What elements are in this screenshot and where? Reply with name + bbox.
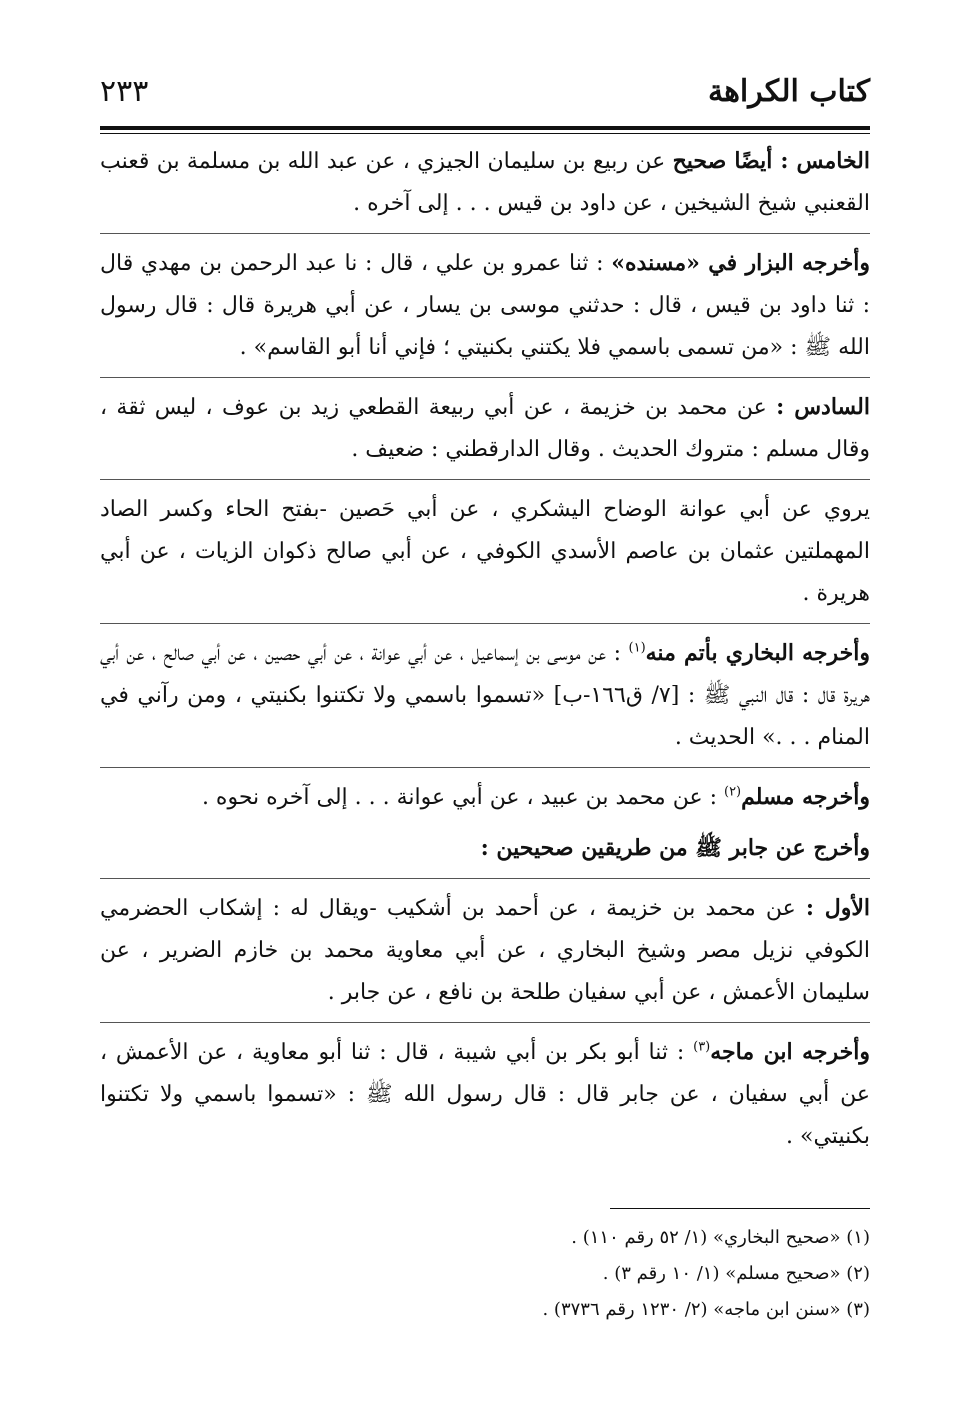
footnote-rule [610,1208,870,1209]
footnote: (٣) «سنن ابن ماجه» (٢/ ١٢٣٠ رقم ٣٧٣٦) . [542,1299,870,1320]
paragraph-lead: وأخرج عن جابر ﷺ من طريقين صحيحين : [480,835,870,861]
paragraph-lead: الخامس : أيضًا صحيح [672,148,870,174]
paragraph-divider [100,377,870,378]
paragraph [100,242,870,369]
running-title: كتاب الكراهة [708,74,870,109]
paragraph-divider [100,878,870,879]
page-number: ٢٣٣ [100,74,149,109]
header-rule-thin [100,133,870,134]
paragraph-text: : عن موسى بن إسماعيل ، عن أبي عوانة ، عن أبي حصين ، عن أبي صالح ، عن أبي هريرة قال : قال النبي ﷺ : [٧/ ق١٦٦-ب] «تسموا باسمي ولا تكتنوا بكنيتي ، ومن رآني في المنام . . .» الحديث . [100,641,870,750]
paragraph [100,827,870,870]
paragraph-divider [100,479,870,480]
paragraph-text: عن محمد بن خزيمة ، عن أحمد بن أشكيب -ويقال له : إشكاب الحضرمي الكوفي نزيل مصر وشيخ البخاري ، عن أبي معاوية محمد بن خازم الضرير ، عن سليمان الأعمش ، عن أبي سفيان طلحة بن نافع ، عن جابر . [100,896,870,1005]
footnote: (٢) «صحيح مسلم» (١/ ١٠ رقم ٣) . [602,1263,870,1284]
footnotes [100,1220,870,1328]
paragraph [100,632,870,759]
paragraph-divider [100,767,870,768]
paragraph-lead: وأخرجه مسلم [741,784,870,810]
paragraph-lead: السادس : [776,394,870,420]
header-rule [100,126,870,130]
paragraph-text: عن محمد بن خزيمة ، عن أبي ربيعة القطعي زيد بن عوف ، ليس ثقة ، وقال مسلم : متروك الحديث . وقال الدارقطني : ضعيف . [100,395,870,462]
book-page [100,60,870,1360]
paragraph-divider [100,1022,870,1023]
page-body [100,140,870,1166]
paragraph [100,887,870,1014]
page-header [100,70,870,116]
paragraph-divider [100,233,870,234]
paragraph-lead: الأول : [805,895,870,921]
paragraph-text: : ثنا أبو بكر بن أبي شيبة ، قال : ثنا أبو معاوية ، عن الأعمش ، عن أبي سفيان ، عن جابر قال : قال رسول الله ﷺ : «تسموا باسمي ولا تكتنوا بكنيتي» . [100,1040,870,1149]
paragraph [100,488,870,615]
paragraph-divider [100,623,870,624]
footnote: (١) «صحيح البخاري» (١/ ٥٢ رقم ١١٠) . [571,1227,870,1248]
paragraph-text: عن ربيع بن سليمان الجيزي ، عن عبد الله بن مسلمة بن قعنب القعنبي شيخ الشيخين ، عن داود بن قيس . . . إلى آخره . [100,149,870,216]
footnote-marker: (٢) [723,784,742,800]
footnote-marker: (١) [628,640,646,656]
paragraph [100,140,870,225]
paragraph [100,1031,870,1158]
paragraph-lead: وأخرجه البزار في «مسنده» [611,250,870,276]
paragraph [100,776,870,819]
paragraph-text: يروي عن أبي عوانة الوضاح اليشكري ، عن أبي حَصين -بفتح الحاء وكسر الصاد المهملتين عثمان بن عاصم الأسدي الكوفي ، عن أبي صالح ذكوان الزيات ، عن أبي هريرة . [100,497,870,606]
footnote-marker: (٣) [693,1039,711,1055]
paragraph-text: : ثنا عمرو بن علي ، قال : نا عبد الرحمن بن مهدي قال : ثنا داود بن قيس ، قال : حدثني موسى بن يسار ، عن أبي هريرة قال : قال رسول الله ﷺ : «من تسمى باسمي فلا يكتني بكنيتي ؛ فإني أنا أبو القاسم» . [100,251,870,360]
paragraph-text: : عن محمد بن عبيد ، عن أبي عوانة . . . إلى آخره نحوه . [201,785,724,810]
paragraph-lead: وأخرجه البخاري بأتم منه [645,640,870,666]
paragraph-lead: وأخرجه ابن ماجه [710,1039,870,1065]
paragraph [100,386,870,471]
